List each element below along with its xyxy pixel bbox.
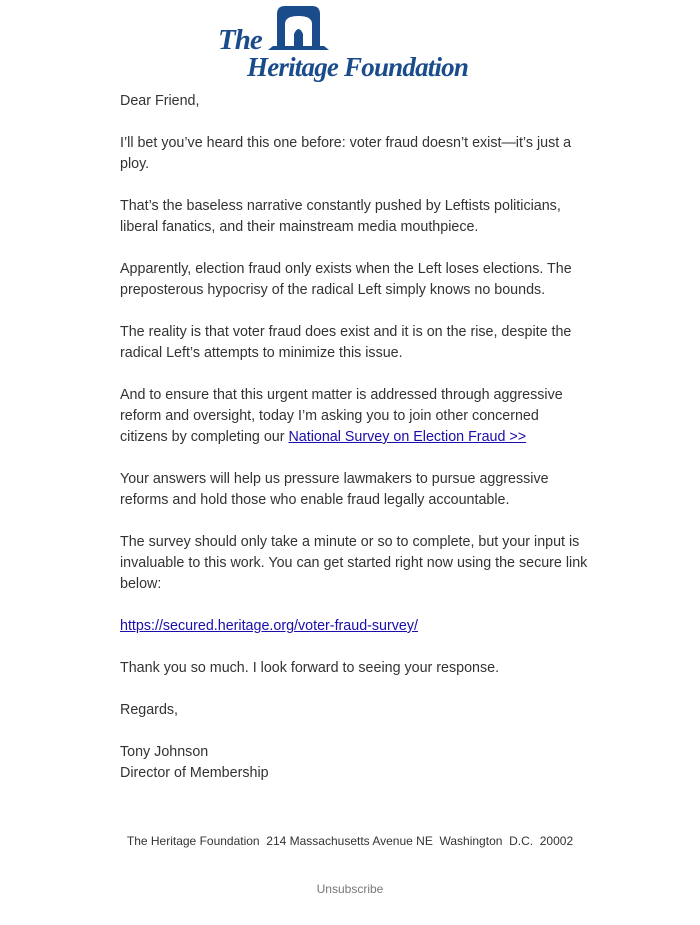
email-header (0, 0, 700, 82)
footer-address: The Heritage Foundation 214 Massachusetts Avenue NE Washington D.C. 20002 (126, 834, 574, 848)
signer-title: Director of Membership (120, 765, 269, 781)
unsubscribe-container (0, 882, 700, 896)
survey-url-paragraph (120, 616, 590, 637)
survey-link[interactable]: National Survey on Election Fraud >> (288, 429, 527, 445)
paragraph-5 (120, 385, 590, 448)
paragraph-3: Apparently, election fraud only exists when the Left loses elections. The preposterous hypocrisy of the radical Left simply knows no bounds. (120, 261, 572, 298)
paragraph-4: The reality is that voter fraud does exist and it is on the rise, despite the radical Left’s attempts to minimize this issue. (120, 324, 572, 361)
letter-body (120, 91, 590, 784)
paragraph-8: Thank you so much. I look forward to seeing your response. (120, 660, 500, 676)
logo-the-text: The (218, 24, 262, 56)
logo-name-text: Heritage Foundation (247, 52, 469, 82)
heritage-logo[interactable] (216, 4, 486, 82)
paragraph-6: Your answers will help us pressure lawmakers to pursue aggressive reforms and hold those who enable fraud legally accountable. (120, 471, 549, 508)
paragraph-2: That’s the baseless narrative constantly pushed by Leftists politicians, liberal fanatics, and their mainstream media mouthpiece. (120, 198, 561, 235)
paragraph-1: I’ll bet you’ve heard this one before: voter fraud doesn’t exist—it’s just a ploy. (120, 135, 572, 172)
closing: Regards, (120, 702, 179, 718)
signer-name: Tony Johnson (120, 744, 209, 760)
paragraph-5-text: And to ensure that this urgent matter is addressed through aggressive reform and oversight, today I’m asking you to join other concerned citizens by completing our (120, 387, 563, 445)
paragraph-7: The survey should only take a minute or so to complete, but your input is invaluable to this work. You can get started right now using the secure link below: (120, 534, 588, 592)
unsubscribe-link[interactable]: Unsubscribe (316, 882, 384, 896)
greeting: Dear Friend, (120, 93, 200, 109)
logo-wordmark (216, 4, 486, 82)
survey-url-link[interactable]: https://secured.heritage.org/voter-fraud-survey/ (120, 618, 418, 634)
